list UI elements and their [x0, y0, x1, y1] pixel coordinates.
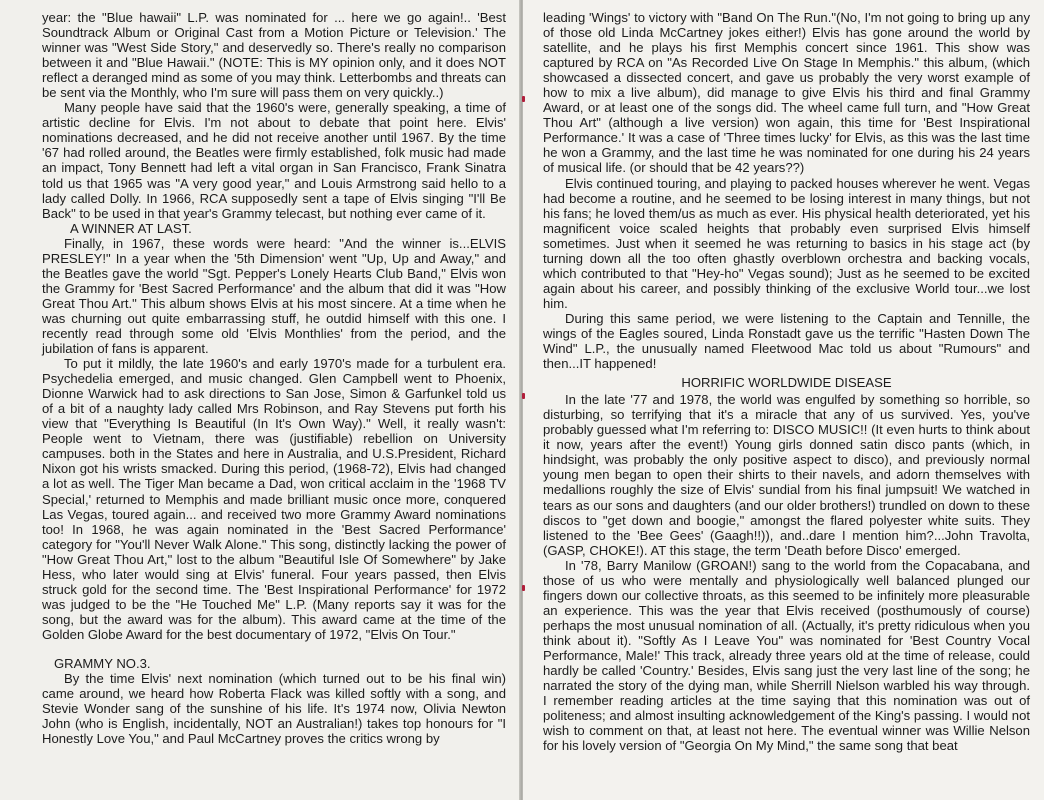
heading-grammy-no3: GRAMMY NO.3. — [54, 655, 151, 671]
binding-mark — [522, 96, 525, 102]
heading-horrific-worldwide-disease: HORRIFIC WORLDWIDE DISEASE — [681, 375, 892, 391]
right-paragraph-1: leading 'Wings' to victory with "Band On The Run."(No, I'm not going to bring up any of those old Linda McCartney jokes either!) Elvis has gone around the world by satellite, and he plays his first Memphis concert since 1961. This show was captured by RCA on "As Recorded Live On Stage In Memphis." this album, (which showcased a dissected concert, and gave us probably the very worst example of how to mix a live album), did manage to give Elvis his third and final Grammy Award, or at least one of the songs did. The wheel came full turn, and "How Great Thou Art" (although a live version) won again, this time for 'Best Inspirational Performance.' It was a case of 'Three times lucky' for Elvis, as this was the last time he won a Grammy, and the last time he was nominated for one during his 24 years of musical life. (or should that be 42 years??) — [543, 10, 1030, 176]
left-paragraph-3: Finally, in 1967, these words were heard: "And the winner is...ELVIS PRESLEY!" In a year when the '5th Dimension' went "Up, Up and Away," and the Beatles gave the world "Sgt. Pepper's Lonely Hearts Club Band," Elvis won the Grammy for 'Best Sacred Performance' and the album that did it was "How Great Thou Art." This album shows Elvis at his most sincere. At a time when he was churning out quite embarrassing stuff, he outdid himself with this one. I recently read through some old 'Elvis Monthlies' from the period, and the jubilation of fans is apparent. — [42, 235, 506, 357]
left-paragraph-4: To put it mildly, the late 1960's and early 1970's made for a turbulent era. Psychedelia emerged, and music changed. Glen Campbell went to Phoenix, Dionne Warwick had to ask directions to San Jose, Simon & Garfunkel told us of a bit of a naughty lady called Mrs Robinson, and Ray Stevens put forth his view that "Everything Is Beautiful (In It's Own Way)." Well, it really wasn't: People went to Vietnam, there was (justifiable) rebellion on University campuses. both in the States and here in Australia, and U.S.President, Richard Nixon got his wrists smacked. During this period, (1968-72), Elvis had changed a lot as well. The Tiger Man became a Dad, won critical acclaim in the '1968 TV Special,' returned to Memphis and made brilliant music once more, conquered Las Vegas, toured again... and received two more Grammy Award nominations too! In 1968, he was again nominated in the 'Best Sacred Performance' category for "You'll Never Walk Alone." This song, distinctly lacking the power of "How Great Thou Art," lost to the album "Beautiful Isle Of Somewhere" by Jake Hess, who later would sing at Elvis' funeral. Four years passed, then Elvis struck gold for the second time. The 'Best Inspirational Performance' for 1972 was judged to be the "He Touched Me" L.P. (Many reports say it was for the song, but the award was for the album). This award came at the time of the Golden Globe Award for the best documentary of 1972, "Elvis On Tour." — [42, 356, 506, 642]
binding-mark — [522, 393, 525, 399]
binding-mark — [522, 585, 525, 591]
right-paragraph-2: Elvis continued touring, and playing to packed houses wherever he went. Vegas had become a routine, and he seemed to be losing interest in many things, but not his fans; he loved them/us as much as ever. His physical health deteriorated, yet his magnificent voice scaled heights that probably even surprised Elvis himself sometimes. Just when it seemed he was returning to basics in his stage act (by turning down all the too often ghastly overblown orchestra and backing vocals, which contributed to that "Hey-ho" Vegas sound); Just as he seemed to be excited again about his career, and possibly thinking of the exclusive World tour...we lost him. — [543, 175, 1030, 311]
right-paragraph-4: In the late '77 and 1978, the world was engulfed by something so horrible, so disturbing, so terrifying that it's a miracle that any of us survived. Yes, you've probably guessed what I'm referring to: DISCO MUSIC!! (It even hurts to think about it now, years after the event!) Young girls donned satin disco pants (which, in hindsight, was probably the only positive aspect to disco), and previously normal young men began to open their shirts to their navels, and adorn themselves with medallions roughly the size of Elvis' sundial from his final jumpsuit! We watched in tears as our sons and daughters (and our older brothers!) trundled on down to these discos to "get down and boogie," amongst the flared polyester white suits. They listened to the 'Bee Gees' (Gaagh!!)), and..dare I mention him?...John Travolta, (GASP, CHOKE!). AT this stage, the term 'Death before Disco' emerged. — [543, 392, 1030, 558]
right-page — [523, 0, 1044, 800]
right-paragraph-5: In '78, Barry Manilow (GROAN!) sang to the world from the Copacabana, and those of us who were mentally and physiologically well balanced plunged our fingers down our collective throats, as this seemed to be infinitely more pleasurable an experience. This was the year that Elvis received (posthumously of course) perhaps the most unusual nomination of all. (Actually, it's pretty ridiculous when you think about it). "Softly As I Leave You" was nominated for 'Best Country Vocal Performance, Male!' This track, already three years old at the time of release, could hardly be called 'Country.' Besides, Elvis sang just the very last line of the song; he narrated the story of the dying man, while Sherrill Nielson warbled his way through. I remember reading articles at the time saying that this nomination was out of politeness; and almost insulting acknowledgement of the King's passing. I would not wish to comment on that, at least not here. The eventual winner was Willie Nelson for his lovely version of "Georgia On My Mind," the same song that beat — [543, 557, 1030, 754]
heading-a-winner-at-last: A WINNER AT LAST. — [70, 220, 192, 236]
right-paragraph-3: During this same period, we were listening to the Captain and Tennille, the wings of the Eagles soured, Linda Ronstadt gave us the terrific "Hasten Down The Wind" L.P., the unusually named Fleetwood Mac told us about "Rumours" and then...IT happened! — [543, 310, 1030, 372]
left-paragraph-1: year: the "Blue hawaii" L.P. was nominated for ... here we go again!.. 'Best Soundtrack Album or Original Cast from a Motion Picture or Television.' The winner was "West Side Story," and deservedly so. There's really no comparison between it and "Blue Hawaii." (NOTE: This is MY opinion only, and it does NOT reflect a deranged mind as some of you may think. Letterbombs and threats can be sent via the Monthly, who I'm sure will pass them on very quickly..) — [42, 10, 506, 101]
left-page — [0, 0, 520, 800]
left-paragraph-2: Many people have said that the 1960's were, generally speaking, a time of artistic decline for Elvis. I'm not about to debate that point here. Elvis' nominations decreased, and he did not receive another until 1967. By the time '67 had rolled around, the Beatles were firmly established, folk music had made an impact, Tony Bennett had left a vital organ in San Francisco, Frank Sinatra told us that 1965 was "A very good year," and Louis Armstrong said hello to a lady called Dolly. In 1966, RCA supposedly sent a tape of Elvis singing "I'll Be Back" to be used in that year's Grammy telecast, but nothing ever came of it. — [42, 100, 506, 221]
left-paragraph-5: By the time Elvis' next nomination (which turned out to be his final win) came around, we heard how Roberta Flack was killed softly with a song, and Stevie Wonder sang of the sunshine of his life. It's 1974 now, Olivia Newton John (who is English, incidentally, NOT an Australian!) takes top honours for "I Honestly Love You," and Paul McCartney proves the critics wrong by — [42, 671, 506, 747]
